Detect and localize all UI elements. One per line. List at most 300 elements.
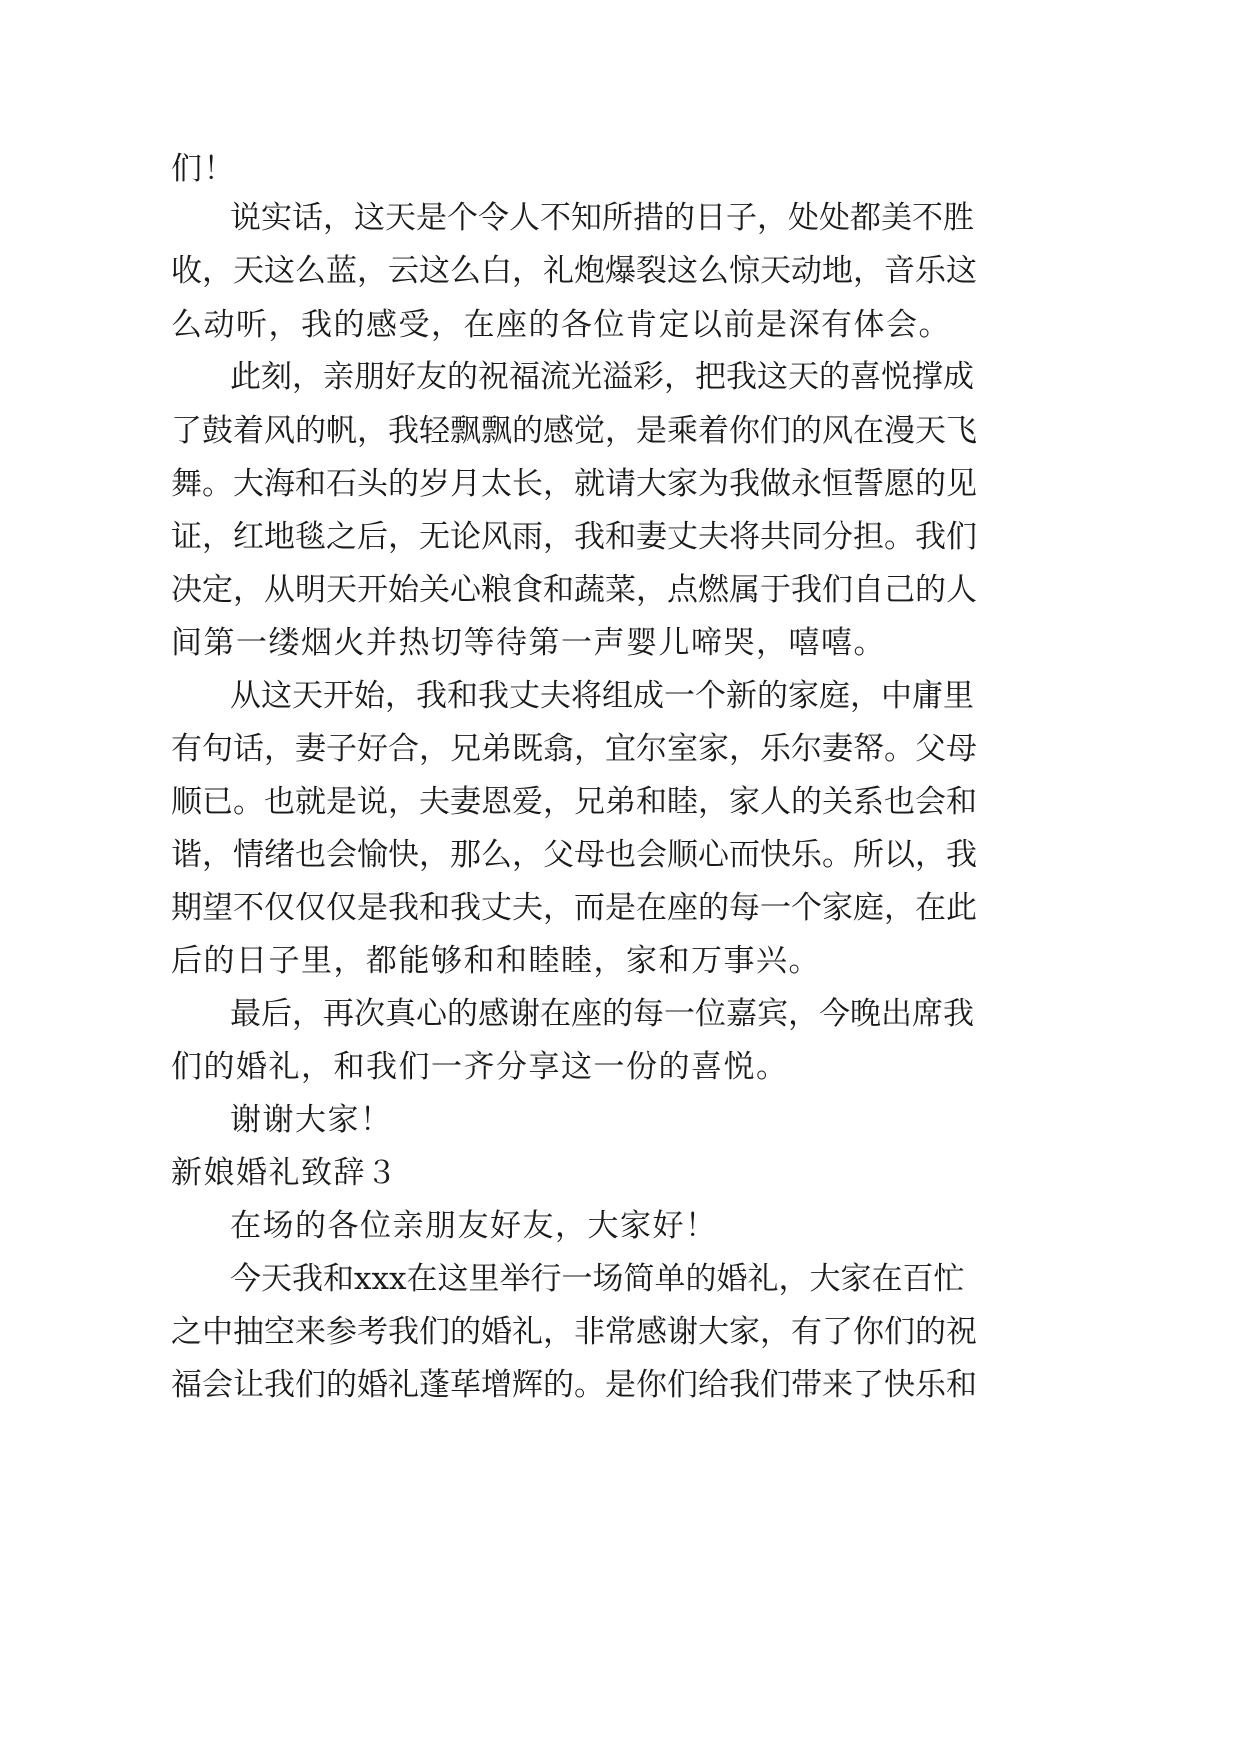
glyph: 家 — [729, 784, 760, 820]
glyph: 参 — [326, 1314, 357, 1350]
text-line-justified — [230, 357, 974, 397]
glyph: 不 — [233, 890, 264, 926]
text-line-justified — [230, 994, 974, 1034]
glyph: 给 — [698, 1367, 729, 1403]
glyph: 在 — [853, 413, 884, 449]
glyph: 句 — [202, 731, 233, 767]
glyph: 以 — [884, 837, 915, 873]
glyph: ， — [574, 731, 605, 767]
glyph: 夫 — [540, 678, 571, 714]
glyph: 说 — [357, 784, 388, 820]
glyph: ， — [202, 837, 233, 873]
glyph: 愿 — [884, 466, 915, 502]
glyph: 的 — [915, 572, 946, 608]
glyph: 是 — [605, 1367, 636, 1403]
glyph: 尔 — [636, 731, 667, 767]
glyph: 蔬 — [574, 572, 605, 608]
glyph: 是 — [636, 413, 667, 449]
glyph: 子 — [726, 200, 757, 236]
glyph: 今 — [819, 996, 850, 1032]
glyph: 每 — [729, 890, 760, 926]
glyph: 妻 — [636, 519, 667, 555]
glyph: 快 — [884, 1367, 915, 1403]
text-line-justified — [171, 782, 977, 822]
glyph: 日 — [695, 200, 726, 236]
glyph: 话 — [292, 200, 323, 236]
glyph: 的 — [915, 1314, 946, 1350]
glyph: 母 — [946, 731, 977, 767]
glyph: 就 — [574, 466, 605, 502]
glyph: 朋 — [354, 359, 385, 395]
glyph: 也 — [884, 784, 915, 820]
text-line-justified — [230, 1259, 965, 1299]
glyph: 措 — [633, 200, 664, 236]
glyph: 每 — [633, 996, 664, 1032]
glyph: 了 — [853, 1367, 884, 1403]
glyph: 撑 — [912, 359, 943, 395]
glyph: 父 — [915, 731, 946, 767]
glyph: 感 — [478, 996, 509, 1032]
glyph: 白 — [481, 253, 512, 289]
glyph: 兄 — [574, 784, 605, 820]
glyph: 胜 — [943, 200, 974, 236]
glyph: 的 — [543, 1367, 574, 1403]
glyph: ， — [292, 359, 323, 395]
glyph: 乐 — [915, 1367, 946, 1403]
glyph: 永 — [791, 466, 822, 502]
glyph: 婚 — [481, 1314, 512, 1350]
text-line-justified — [230, 676, 974, 716]
glyph: 好 — [385, 359, 416, 395]
glyph: 你 — [636, 1367, 667, 1403]
glyph: 乘 — [667, 413, 698, 449]
glyph: 石 — [326, 466, 357, 502]
glyph: 感 — [543, 413, 574, 449]
glyph: 在 — [636, 890, 667, 926]
glyph: 毯 — [295, 519, 326, 555]
glyph: 有 — [791, 1314, 822, 1350]
glyph: 家 — [667, 466, 698, 502]
glyph: 一 — [664, 678, 695, 714]
glyph: 美 — [881, 200, 912, 236]
glyph: 在 — [406, 1261, 438, 1297]
glyph: 风 — [264, 413, 295, 449]
glyph: 蓝 — [326, 253, 357, 289]
glyph: 风 — [481, 519, 512, 555]
glyph: 你 — [729, 413, 760, 449]
glyph: 分 — [822, 519, 853, 555]
glyph: 座 — [571, 996, 602, 1032]
text-line: 后的日子里，都能够和和睦睦，家和万事兴。 — [171, 943, 821, 979]
glyph: 礼 — [747, 1261, 779, 1297]
glyph: ， — [788, 996, 819, 1032]
glyph: 的 — [512, 413, 543, 449]
glyph: 好 — [357, 731, 388, 767]
glyph: 福 — [171, 1367, 202, 1403]
glyph: 妻 — [822, 731, 853, 767]
glyph: 这 — [667, 253, 698, 289]
glyph: 妻 — [450, 784, 481, 820]
glyph: 快 — [388, 837, 419, 873]
glyph: ， — [884, 890, 915, 926]
glyph: 之 — [171, 1314, 202, 1350]
glyph: 常 — [605, 1314, 636, 1350]
glyph: 属 — [729, 572, 760, 608]
glyph: 说 — [230, 200, 261, 236]
glyph: 婚 — [716, 1261, 748, 1297]
glyph: 荜 — [450, 1367, 481, 1403]
glyph: 彩 — [633, 359, 664, 395]
glyph: 子 — [326, 731, 357, 767]
glyph: 所 — [853, 837, 884, 873]
glyph: 了 — [171, 413, 202, 449]
glyph: 大 — [698, 1314, 729, 1350]
glyph: 室 — [667, 731, 698, 767]
glyph: 菜 — [605, 572, 636, 608]
text-line-justified — [171, 251, 977, 291]
glyph: 我 — [729, 466, 760, 502]
glyph: ， — [698, 784, 729, 820]
glyph: 们 — [760, 1367, 791, 1403]
glyph: 组 — [602, 678, 633, 714]
glyph: 我 — [388, 1314, 419, 1350]
glyph: 担 — [853, 519, 884, 555]
glyph: 和 — [636, 784, 667, 820]
glyph: 行 — [530, 1261, 562, 1297]
glyph: ， — [850, 678, 881, 714]
glyph: 头 — [357, 466, 388, 502]
glyph: 祝 — [946, 1314, 977, 1350]
glyph: 知 — [571, 200, 602, 236]
glyph: 仅 — [264, 890, 295, 926]
glyph: 。 — [574, 1367, 605, 1403]
glyph: 刻 — [261, 359, 292, 395]
glyph: 个 — [695, 678, 726, 714]
glyph: 们 — [295, 1367, 326, 1403]
glyph: 地 — [264, 519, 295, 555]
glyph: 我 — [478, 678, 509, 714]
text-line: 间第一缕烟火并热切等待第一声婴儿啼哭，嘻嘻。 — [171, 625, 886, 661]
glyph: 爱 — [512, 784, 543, 820]
glyph: 同 — [791, 519, 822, 555]
glyph: 乐 — [915, 253, 946, 289]
glyph: 的 — [450, 1314, 481, 1350]
glyph: 兄 — [450, 731, 481, 767]
glyph: 一 — [664, 996, 695, 1032]
glyph: 。 — [884, 519, 915, 555]
glyph: ， — [202, 519, 233, 555]
glyph: 。 — [822, 837, 853, 873]
glyph: 简 — [623, 1261, 655, 1297]
glyph: ， — [323, 200, 354, 236]
glyph: 心 — [698, 837, 729, 873]
glyph: 人 — [946, 572, 977, 608]
glyph: 们 — [760, 413, 791, 449]
glyph: 个 — [791, 890, 822, 926]
glyph: 会 — [636, 837, 667, 873]
glyph: 夫 — [512, 890, 543, 926]
glyph: 最 — [230, 996, 261, 1032]
glyph: 今 — [230, 1261, 261, 1297]
section-heading: 新娘婚礼致辞３ — [171, 1155, 399, 1191]
glyph: 共 — [760, 519, 791, 555]
glyph: 太 — [481, 466, 512, 502]
text-line-justified — [171, 888, 977, 928]
glyph: 和 — [946, 1367, 977, 1403]
text-line: 们的婚礼，和我们一齐分享这一份的喜悦。 — [171, 1049, 789, 1085]
glyph: ， — [636, 572, 667, 608]
glyph: ， — [757, 200, 788, 236]
glyph: 们 — [667, 1367, 698, 1403]
glyph: 着 — [233, 413, 264, 449]
glyph: 决 — [171, 572, 202, 608]
glyph: 。 — [202, 466, 233, 502]
glyph: 乐 — [791, 837, 822, 873]
glyph: 一 — [561, 1261, 593, 1297]
glyph: 位 — [695, 996, 726, 1032]
glyph: 海 — [264, 466, 295, 502]
glyph: 后 — [261, 996, 292, 1032]
glyph: 也 — [295, 837, 326, 873]
glyph: 而 — [729, 837, 760, 873]
text-line-justified — [230, 198, 974, 238]
glyph: 里 — [468, 1261, 500, 1297]
glyph: 望 — [202, 890, 233, 926]
glyph: 将 — [571, 678, 602, 714]
glyph: 人 — [509, 200, 540, 236]
glyph: 始 — [354, 678, 385, 714]
glyph: 我 — [726, 359, 757, 395]
glyph: 既 — [512, 731, 543, 767]
glyph: 爆 — [605, 253, 636, 289]
glyph: 流 — [540, 359, 571, 395]
glyph: 的 — [326, 1367, 357, 1403]
glyph: 这 — [264, 253, 295, 289]
glyph: 忙 — [933, 1261, 965, 1297]
glyph: 和 — [605, 519, 636, 555]
glyph: ， — [357, 413, 388, 449]
glyph: 证 — [171, 519, 202, 555]
glyph: ， — [760, 1314, 791, 1350]
glyph: 云 — [388, 253, 419, 289]
glyph: 婚 — [357, 1367, 388, 1403]
glyph: 在 — [540, 996, 571, 1032]
glyph: 们 — [419, 1314, 450, 1350]
text-line: 么动听，我的感受，在座的各位肯定以前是深有体会。 — [171, 307, 951, 343]
glyph: 的 — [447, 996, 478, 1032]
glyph: 誓 — [853, 466, 884, 502]
glyph: 来 — [822, 1367, 853, 1403]
glyph: 的 — [388, 466, 419, 502]
glyph: 举 — [499, 1261, 531, 1297]
glyph: 空 — [264, 1314, 295, 1350]
glyph: 关 — [419, 572, 450, 608]
glyph: 的 — [791, 784, 822, 820]
glyph: 请 — [605, 466, 636, 502]
glyph: ， — [385, 678, 416, 714]
text-line: 谢谢大家！ — [230, 1102, 393, 1138]
glyph: ， — [664, 359, 695, 395]
glyph: 我 — [915, 519, 946, 555]
glyph: 出 — [881, 996, 912, 1032]
glyph: 的 — [685, 1261, 717, 1297]
glyph: 家 — [729, 1314, 760, 1350]
glyph: 大 — [233, 466, 264, 502]
glyph: 的 — [602, 996, 633, 1032]
glyph: 有 — [171, 731, 202, 767]
glyph: 飘 — [481, 413, 512, 449]
glyph: 和 — [946, 784, 977, 820]
glyph: 天 — [326, 572, 357, 608]
glyph: ， — [543, 784, 574, 820]
glyph: 会 — [915, 784, 946, 820]
glyph: 之 — [326, 519, 357, 555]
glyph: 轻 — [419, 413, 450, 449]
glyph: 么 — [295, 253, 326, 289]
glyph: 弟 — [605, 784, 636, 820]
glyph: 妻 — [295, 731, 326, 767]
glyph: 亲 — [323, 359, 354, 395]
glyph: 我 — [450, 890, 481, 926]
glyph: ， — [512, 253, 543, 289]
glyph: ， — [778, 1261, 810, 1297]
glyph: 从 — [264, 572, 295, 608]
glyph: 那 — [450, 837, 481, 873]
glyph: 我 — [292, 1261, 323, 1297]
glyph: 溢 — [602, 359, 633, 395]
glyph: 动 — [791, 253, 822, 289]
glyph: 父 — [543, 837, 574, 873]
glyph: 乐 — [760, 731, 791, 767]
glyph: 天 — [233, 253, 264, 289]
glyph: 中 — [881, 678, 912, 714]
glyph: 场 — [592, 1261, 624, 1297]
glyph: ， — [512, 837, 543, 873]
glyph: ， — [605, 413, 636, 449]
glyph: 让 — [233, 1367, 264, 1403]
text-line-justified — [171, 411, 977, 451]
glyph: 辉 — [512, 1367, 543, 1403]
glyph: 这 — [419, 253, 450, 289]
glyph: 谐 — [171, 837, 202, 873]
glyph: ， — [543, 890, 574, 926]
glyph: 不 — [540, 200, 571, 236]
glyph: 实 — [261, 200, 292, 236]
glyph: 的 — [757, 678, 788, 714]
glyph: 此 — [230, 359, 261, 395]
glyph: 此 — [946, 890, 977, 926]
glyph: 个 — [447, 200, 478, 236]
glyph: 和 — [447, 678, 478, 714]
glyph: 嘉 — [726, 996, 757, 1032]
glyph: 么 — [450, 253, 481, 289]
glyph: 的 — [664, 200, 695, 236]
glyph: 话 — [233, 731, 264, 767]
glyph: ， — [729, 731, 760, 767]
glyph: 帑 — [853, 731, 884, 767]
glyph: 礼 — [543, 253, 574, 289]
glyph: 们 — [822, 572, 853, 608]
glyph: 翕 — [543, 731, 574, 767]
glyph: 友 — [416, 359, 447, 395]
glyph: 感 — [636, 1314, 667, 1350]
glyph: 风 — [822, 413, 853, 449]
glyph: ， — [202, 253, 233, 289]
glyph: 鼓 — [202, 413, 233, 449]
glyph: 新 — [726, 678, 757, 714]
glyph: 。 — [233, 784, 264, 820]
glyph: 无 — [419, 519, 450, 555]
glyph: 这 — [437, 1261, 469, 1297]
glyph: 宾 — [757, 996, 788, 1032]
glyph: 始 — [388, 572, 419, 608]
glyph: 和 — [295, 466, 326, 502]
glyph: 弟 — [481, 731, 512, 767]
glyph: 音 — [884, 253, 915, 289]
glyph: 关 — [822, 784, 853, 820]
glyph: 家 — [822, 890, 853, 926]
text-line-justified — [171, 517, 977, 557]
glyph: ， — [915, 837, 946, 873]
glyph: ， — [543, 466, 574, 502]
glyph: 考 — [357, 1314, 388, 1350]
glyph: 礼 — [512, 1314, 543, 1350]
glyph: ， — [419, 731, 450, 767]
glyph: 宜 — [605, 731, 636, 767]
glyph: 令 — [478, 200, 509, 236]
glyph: 真 — [385, 996, 416, 1032]
glyph: 祝 — [478, 359, 509, 395]
glyph: ， — [292, 996, 323, 1032]
glyph: 炮 — [574, 253, 605, 289]
glyph: 家 — [698, 731, 729, 767]
glyph: 顺 — [667, 837, 698, 873]
glyph: 绪 — [264, 837, 295, 873]
glyph: 和 — [543, 572, 574, 608]
glyph: 大 — [636, 466, 667, 502]
glyph: 再 — [323, 996, 354, 1032]
glyph: 次 — [354, 996, 385, 1032]
glyph: 我 — [264, 1367, 295, 1403]
glyph: 将 — [729, 519, 760, 555]
glyph: 成 — [633, 678, 664, 714]
glyph: 大 — [809, 1261, 841, 1297]
glyph: 我 — [729, 1367, 760, 1403]
glyph: 们 — [884, 1314, 915, 1350]
glyph: 仅 — [295, 890, 326, 926]
glyph: 愉 — [357, 837, 388, 873]
glyph: 裂 — [636, 253, 667, 289]
glyph: ， — [388, 784, 419, 820]
glyph: 是 — [605, 890, 636, 926]
glyph: 座 — [667, 890, 698, 926]
glyph: 家 — [840, 1261, 872, 1297]
glyph: 喜 — [850, 359, 881, 395]
glyph: 长 — [512, 466, 543, 502]
glyph: 自 — [853, 572, 884, 608]
glyph: 庭 — [819, 678, 850, 714]
glyph: 带 — [791, 1367, 822, 1403]
glyph: 天 — [760, 253, 791, 289]
glyph: 了 — [822, 1314, 853, 1350]
glyph: 礼 — [388, 1367, 419, 1403]
glyph: ， — [233, 572, 264, 608]
glyph: 庭 — [853, 890, 884, 926]
glyph: 恒 — [822, 466, 853, 502]
glyph: 人 — [760, 784, 791, 820]
glyph: 而 — [574, 890, 605, 926]
glyph: 晚 — [850, 996, 881, 1032]
